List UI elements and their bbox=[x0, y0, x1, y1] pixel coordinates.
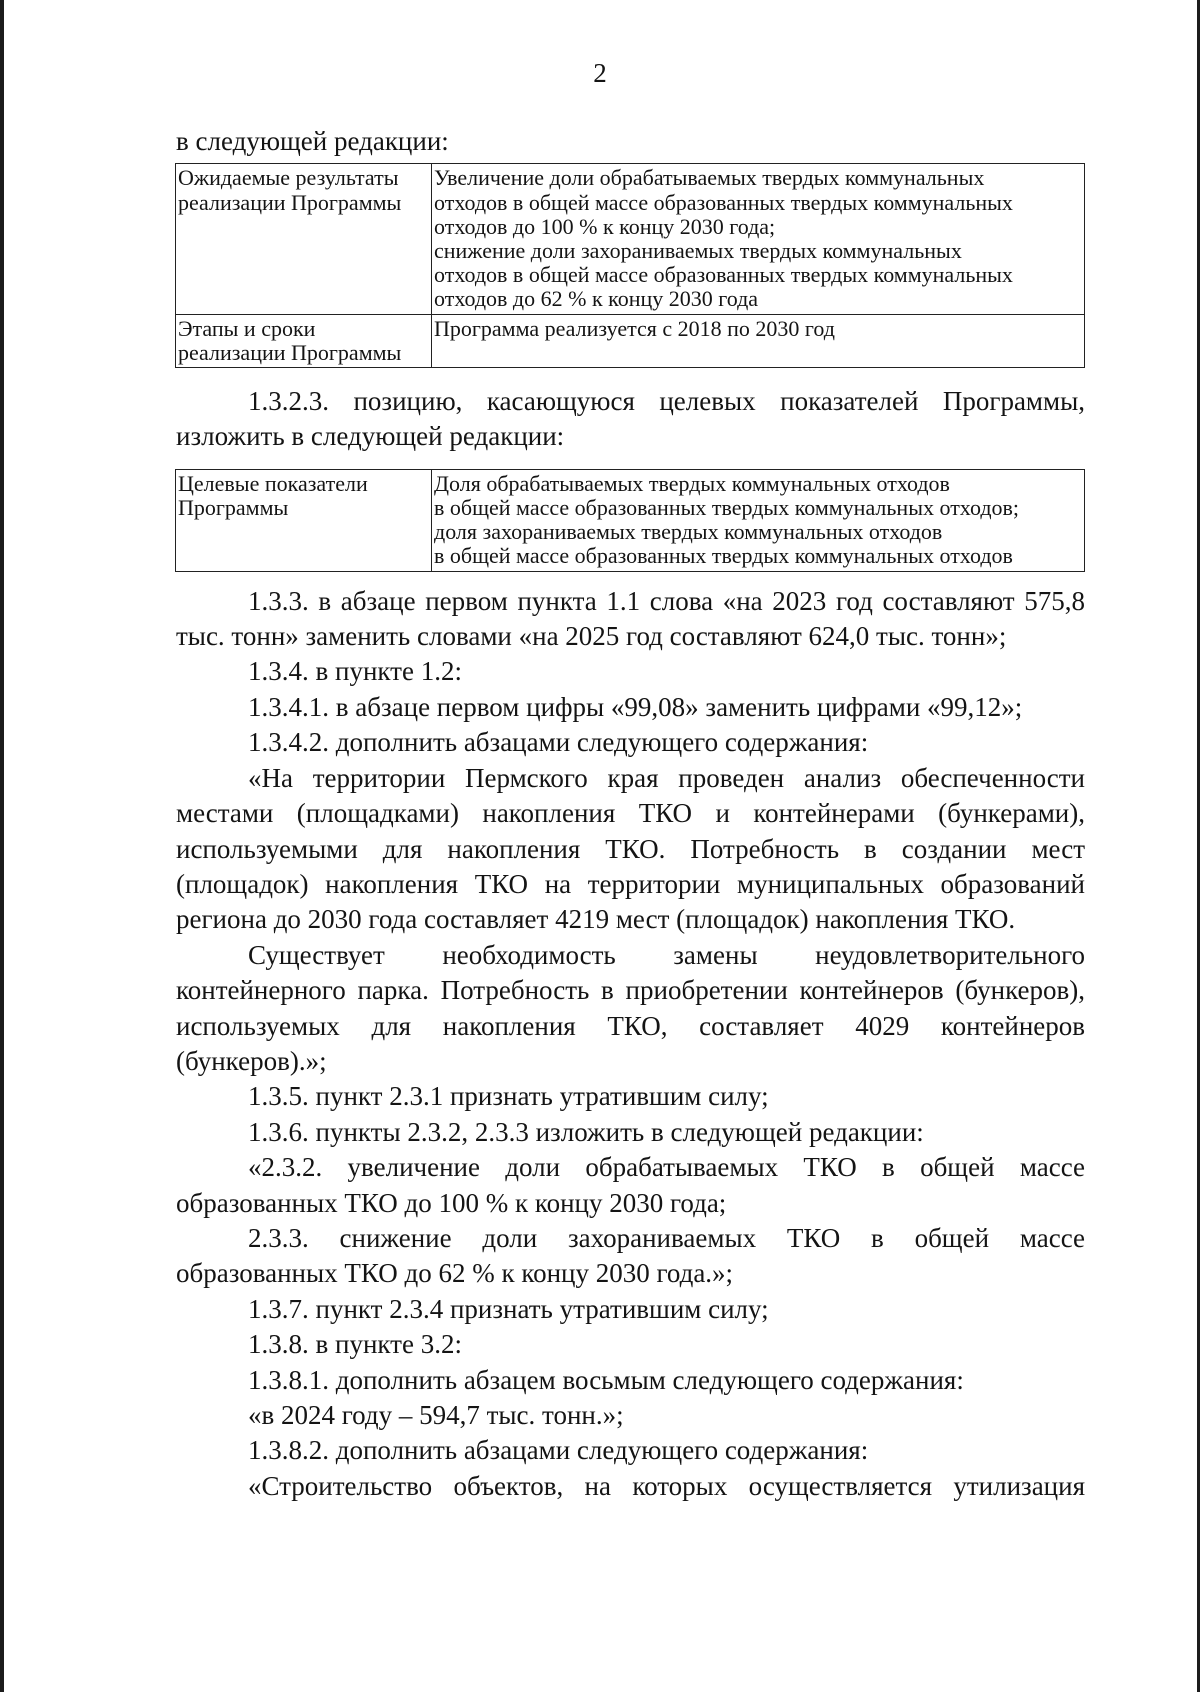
table-cell-value: Программа реализуется с 2018 по 2030 год bbox=[432, 314, 1085, 367]
scan-edge-left bbox=[0, 0, 4, 1692]
intro-line: в следующей редакции: bbox=[176, 126, 449, 156]
table-cell-value: Доля обрабатываемых твердых коммунальных отходов в общей массе образованных твердых коммунальных отходов; доля захораниваемых твердых коммунальных отходов в общей массе образованных твердых коммунальных отходов bbox=[432, 469, 1085, 571]
paragraph-quote-construction: «Строительство объектов, на которых осуществляется утилизация bbox=[248, 1470, 1085, 1501]
table-cell-label: Ожидаемые результаты реализации Программы bbox=[176, 164, 432, 314]
table-cell-value: Увеличение доли обрабатываемых твердых коммунальных отходов в общей массе образованных твердых коммунальных отходов до 100 % к концу 2030 года; снижение доли захораниваемых твердых коммунальных отходов в общей массе образованных твердых коммунальных отходов до 62 % к концу 2030 года bbox=[432, 164, 1085, 314]
paragraph-1-3-3: 1.3.3. в абзаце первом пункта 1.1 слова «на 2023 год составляют 575,8 тыс. тонн» заменить словами «на 2025 год составляют 624,0 тыс. тонн»; bbox=[176, 585, 1085, 652]
page-number: 2 bbox=[593, 58, 607, 88]
paragraph-2-3-3: 2.3.3. снижение доли захораниваемых ТКО в общей массе образованных ТКО до 62 % к концу 2030 года.»; bbox=[176, 1222, 1085, 1289]
table-cell-label: Целевые показатели Программы bbox=[176, 469, 432, 571]
paragraph-1-3-4-2: 1.3.4.2. дополнить абзацами следующего содержания: bbox=[248, 727, 869, 758]
table-row bbox=[176, 314, 1085, 367]
table-row bbox=[176, 164, 1085, 314]
table-row bbox=[176, 469, 1085, 571]
paragraph-1-3-5: 1.3.5. пункт 2.3.1 признать утратившим силу; bbox=[248, 1081, 769, 1112]
document-body bbox=[176, 124, 1085, 1504]
paragraph-containers: Существует необходимость замены неудовлетворительного контейнерного парка. Потребность в приобретении контейнеров (бункеров), используемых для накопления ТКО, составляет 4029 контейнеров (бункеров).»; bbox=[176, 939, 1085, 1076]
paragraph-1-3-7: 1.3.7. пункт 2.3.4 признать утратившим силу; bbox=[248, 1293, 769, 1324]
paragraph-quote-territory: «На территории Пермского края проведен анализ обеспеченности местами (площадками) накопления ТКО и контейнерами (бункерами), используемыми для накопления ТКО. Потребность в создании мест (площадок) накопления ТКО на территории муниципальных образований региона до 2030 года составляет 4219 мест (площадок) накопления ТКО. bbox=[176, 762, 1085, 935]
paragraph-quote-2024: «в 2024 году – 594,7 тыс. тонн.»; bbox=[248, 1400, 624, 1430]
target-indicators-table bbox=[175, 469, 1085, 572]
paragraph-2-3-2: «2.3.2. увеличение доли обрабатываемых ТКО в общей массе образованных ТКО до 100 % к концу 2030 года; bbox=[176, 1152, 1085, 1218]
paragraph-1-3-4: 1.3.4. в пункте 1.2: bbox=[248, 656, 462, 687]
paragraph-1-3-8: 1.3.8. в пункте 3.2: bbox=[248, 1329, 462, 1360]
paragraph-1-3-2-3: 1.3.2.3. позицию, касающуюся целевых показателей Программы, изложить в следующей редакции: bbox=[176, 386, 1085, 452]
amendments-list bbox=[176, 584, 1085, 1505]
program-results-table bbox=[175, 163, 1085, 368]
paragraph-1-3-4-1: 1.3.4.1. в абзаце первом цифры «99,08» заменить цифрами «99,12»; bbox=[248, 691, 1023, 722]
paragraph-1-3-8-1: 1.3.8.1. дополнить абзацем восьмым следующего содержания: bbox=[248, 1364, 964, 1395]
paragraph-1-3-6: 1.3.6. пункты 2.3.2, 2.3.3 изложить в следующей редакции: bbox=[248, 1116, 924, 1147]
paragraph-1-3-8-2: 1.3.8.2. дополнить абзацами следующего содержания: bbox=[248, 1435, 869, 1466]
table-cell-label: Этапы и сроки реализации Программы bbox=[176, 314, 432, 367]
